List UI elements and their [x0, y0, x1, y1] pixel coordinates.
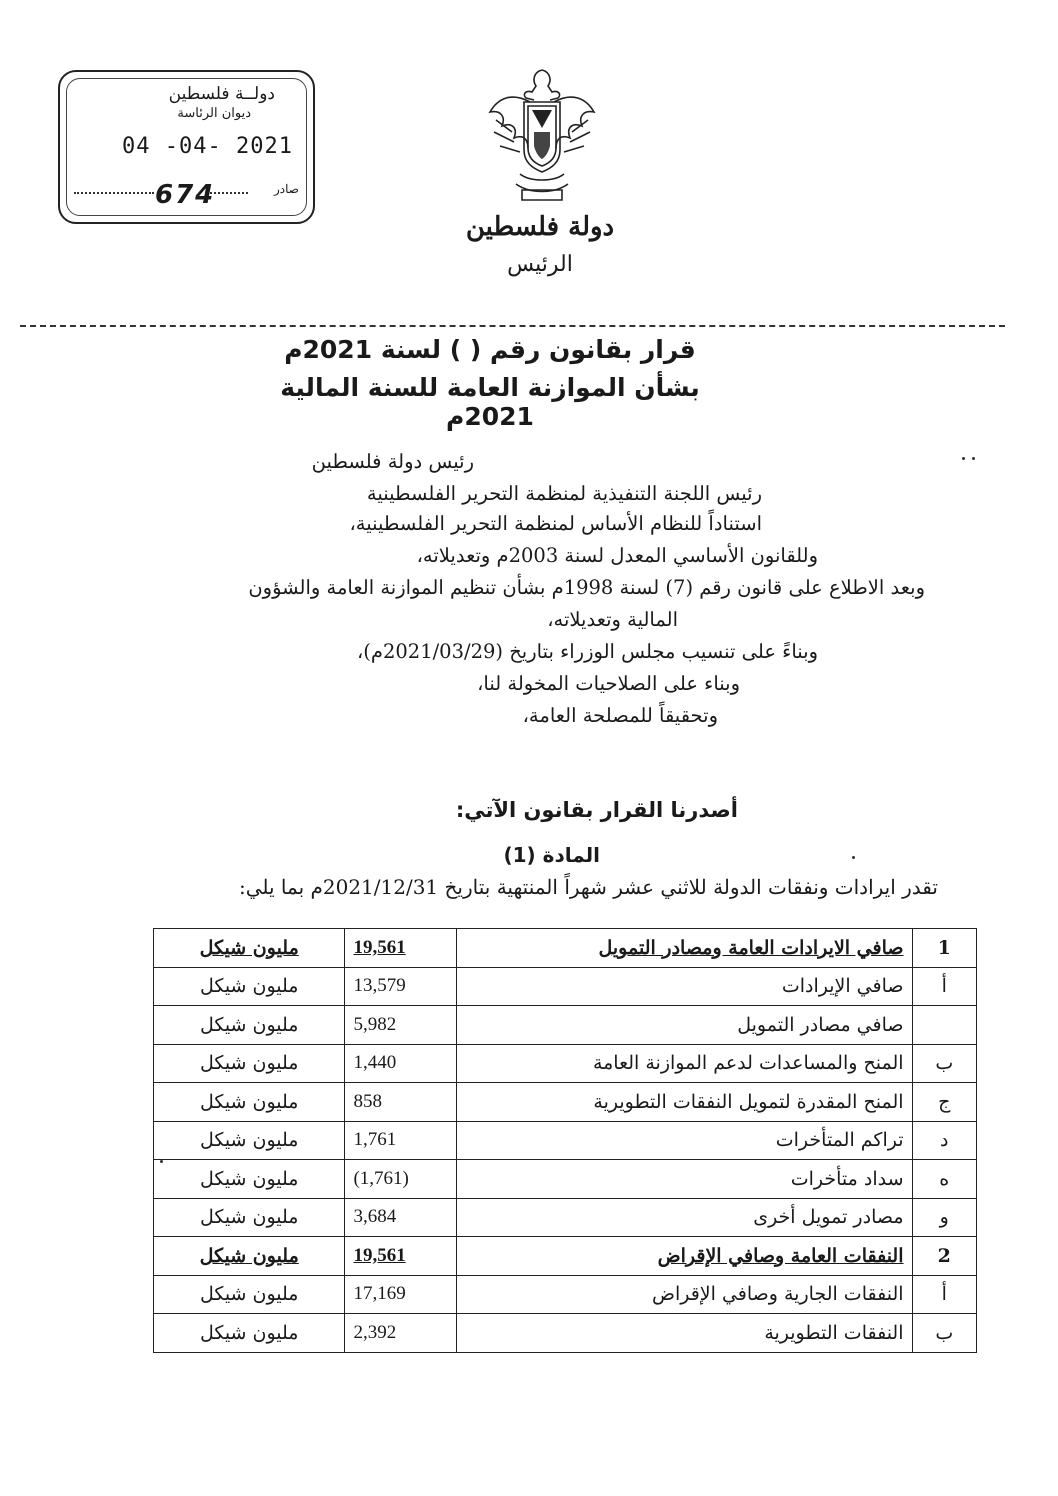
row-description-cell: [457, 929, 913, 968]
row-unit-cell-text: مليون شيكل: [199, 1090, 299, 1113]
row-number-cell-text: 2: [937, 1244, 951, 1267]
preamble-line: وبناءً على تنسيب مجلس الوزراء بتاريخ (2021/03/29م)،: [357, 640, 818, 663]
row-value-cell-text: (1,761): [353, 1167, 409, 1189]
row-description-cell: [457, 1314, 913, 1353]
row-unit-cell: [154, 1198, 345, 1237]
row-value-cell: [345, 1006, 457, 1045]
row-number-cell: [912, 1121, 976, 1160]
stamp-office-name: ديوان الرئاسة: [177, 106, 251, 121]
row-description-cell: [457, 1006, 913, 1045]
row-unit-cell: [154, 1314, 345, 1353]
row-number-cell: [912, 1314, 976, 1353]
row-unit-cell-text: مليون شيكل: [199, 975, 299, 998]
stamp-number-label: صادر: [274, 182, 299, 196]
row-value-cell-text: 3,684: [353, 1206, 397, 1228]
table-row: [154, 967, 977, 1006]
row-description-cell-text: صافي الإيرادات: [781, 975, 904, 998]
row-number-cell-text: ه: [939, 1167, 950, 1190]
row-description-cell: [457, 1083, 913, 1122]
row-number-cell-text: 1: [937, 936, 951, 959]
preamble-line: المالية وتعديلاته،: [547, 608, 678, 631]
row-unit-cell: [154, 1044, 345, 1083]
row-number-cell-text: د: [940, 1129, 949, 1152]
preamble-line: استناداً للنظام الأساس لمنظمة التحرير الفلسطينية،: [349, 512, 762, 535]
table-row: [154, 1006, 977, 1045]
row-number-cell: [912, 1044, 976, 1083]
row-unit-cell-text: مليون شيكل: [199, 1321, 299, 1344]
stamp-dotted-line: [210, 192, 248, 194]
eagle-emblem-icon: [482, 62, 602, 212]
row-value-cell-text: 13,579: [353, 975, 406, 997]
row-unit-cell: [154, 1083, 345, 1122]
row-description-cell-text: صافي مصادر التمويل: [737, 1013, 904, 1036]
row-description-cell: [457, 1237, 913, 1276]
table-row: [154, 1083, 977, 1122]
row-unit-cell-text: مليون شيكل: [199, 1129, 299, 1152]
decree-title: قرار بقانون رقم ( ) لسنة 2021م: [284, 335, 696, 364]
row-description-cell-text: النفقات الجارية وصافي الإقراض: [651, 1283, 904, 1306]
row-value-cell: [345, 1275, 457, 1314]
issuance-statement: أصدرنا القرار بقانون الآتي:: [455, 798, 738, 822]
row-value-cell-text: 5,982: [353, 1013, 397, 1035]
row-number-cell: [912, 1275, 976, 1314]
preamble-line: وتحقيقاً للمصلحة العامة،: [522, 704, 718, 727]
row-description-cell-text: تراكم المتأخرات: [775, 1129, 904, 1152]
state-name-header: دولة فلسطين: [465, 212, 615, 242]
stamp-number: 674: [155, 180, 216, 210]
row-number-cell: [912, 1237, 976, 1276]
row-number-cell: [912, 1083, 976, 1122]
row-number-cell: [912, 1160, 976, 1199]
row-unit-cell: [154, 1275, 345, 1314]
row-description-cell-text: المنح والمساعدات لدعم الموازنة العامة: [592, 1052, 904, 1075]
stamp-dotted-line: [74, 192, 154, 194]
registry-stamp: [58, 70, 315, 224]
row-description-cell: [457, 1198, 913, 1237]
scan-speck: [972, 457, 975, 460]
preamble-line: رئيس اللجنة التنفيذية لمنظمة التحرير الفلسطينية: [366, 482, 762, 505]
row-unit-cell-text: مليون شيكل: [199, 936, 299, 959]
row-unit-cell-text: مليون شيكل: [199, 1244, 299, 1267]
scan-speck: [962, 457, 965, 460]
row-number-cell: [912, 1006, 976, 1045]
table-row: [154, 1314, 977, 1353]
row-value-cell: [345, 1198, 457, 1237]
stamp-state-name: دولــة فلسطين: [168, 84, 275, 104]
preamble-line: وبعد الاطلاع على قانون رقم (7) لسنة 1998م بشأن تنظيم الموازنة العامة والشؤون: [248, 576, 925, 599]
table-row: [154, 1121, 977, 1160]
preamble-line: رئيس دولة فلسطين: [311, 450, 474, 473]
row-value-cell-text: 858: [353, 1090, 382, 1112]
row-value-cell-text: 1,440: [353, 1052, 397, 1074]
row-number-cell: [912, 967, 976, 1006]
row-number-cell-text: أ: [941, 1283, 947, 1306]
row-description-cell: [457, 1121, 913, 1160]
row-value-cell: [345, 1121, 457, 1160]
preamble-line: وبناء على الصلاحيات المخولة لنا،: [477, 672, 740, 695]
row-description-cell-text: النفقات التطويرية: [764, 1321, 904, 1344]
row-unit-cell-text: مليون شيكل: [199, 1013, 299, 1036]
row-value-cell-text: 19,561: [353, 936, 406, 958]
row-unit-cell-text: مليون شيكل: [199, 1052, 299, 1075]
table-row: [154, 1044, 977, 1083]
row-description-cell: [457, 1044, 913, 1083]
row-value-cell: [345, 1044, 457, 1083]
table-row: [154, 1198, 977, 1237]
row-unit-cell-text: مليون شيكل: [199, 1283, 299, 1306]
row-value-cell: [345, 1160, 457, 1199]
row-unit-cell-text: مليون شيكل: [199, 1167, 299, 1190]
row-unit-cell: [154, 1121, 345, 1160]
article-heading: المادة (1): [503, 843, 600, 867]
row-description-cell-text: مصادر تمويل أخرى: [753, 1206, 904, 1229]
budget-table: [153, 928, 977, 1353]
row-description-cell-text: المنح المقدرة لتمويل النفقات التطويرية: [593, 1090, 904, 1113]
row-description-cell-text: النفقات العامة وصافي الإقراض: [657, 1244, 904, 1267]
row-unit-cell: [154, 967, 345, 1006]
row-value-cell: [345, 1083, 457, 1122]
row-description-cell-text: سداد متأخرات: [790, 1167, 904, 1190]
row-description-cell-text: صافي الايرادات العامة ومصادر التمويل: [598, 936, 904, 959]
table-row: [154, 929, 977, 968]
decree-subtitle: بشأن الموازنة العامة للسنة المالية 2021م: [280, 373, 700, 431]
row-number-cell: [912, 929, 976, 968]
row-unit-cell: [154, 1237, 345, 1276]
row-value-cell-text: 1,761: [353, 1129, 397, 1151]
row-description-cell: [457, 967, 913, 1006]
table-row: [154, 1275, 977, 1314]
row-number-cell-text: ج: [938, 1090, 951, 1113]
article-text: تقدر ايرادات ونفقات الدولة للاثني عشر شهراً المنتهية بتاريخ 2021/12/31م بما يلي:: [238, 875, 938, 899]
table-row: [154, 1237, 977, 1276]
scan-speck: [852, 856, 855, 859]
header-divider: [20, 325, 1005, 327]
row-value-cell: [345, 1314, 457, 1353]
row-unit-cell: [154, 929, 345, 968]
table-row: [154, 1160, 977, 1199]
scan-speck: [160, 1160, 163, 1163]
row-value-cell: [345, 929, 457, 968]
row-description-cell: [457, 1275, 913, 1314]
stamp-date: 04 -04- 2021: [122, 134, 293, 159]
row-number-cell: [912, 1198, 976, 1237]
row-number-cell-text: و: [939, 1206, 949, 1229]
row-unit-cell: [154, 1160, 345, 1199]
row-unit-cell-text: مليون شيكل: [199, 1206, 299, 1229]
preamble-line: وللقانون الأساسي المعدل لسنة 2003م وتعديلاته،: [416, 544, 818, 567]
row-number-cell-text: ب: [935, 1321, 954, 1344]
row-value-cell: [345, 1237, 457, 1276]
row-value-cell-text: 19,561: [353, 1244, 406, 1266]
row-number-cell-text: أ: [941, 975, 947, 998]
row-value-cell: [345, 967, 457, 1006]
row-value-cell-text: 17,169: [353, 1283, 406, 1305]
row-value-cell-text: 2,392: [353, 1321, 397, 1343]
row-unit-cell: [154, 1006, 345, 1045]
row-description-cell: [457, 1160, 913, 1199]
row-number-cell-text: ب: [935, 1052, 954, 1075]
office-name-header: الرئيس: [507, 252, 573, 277]
